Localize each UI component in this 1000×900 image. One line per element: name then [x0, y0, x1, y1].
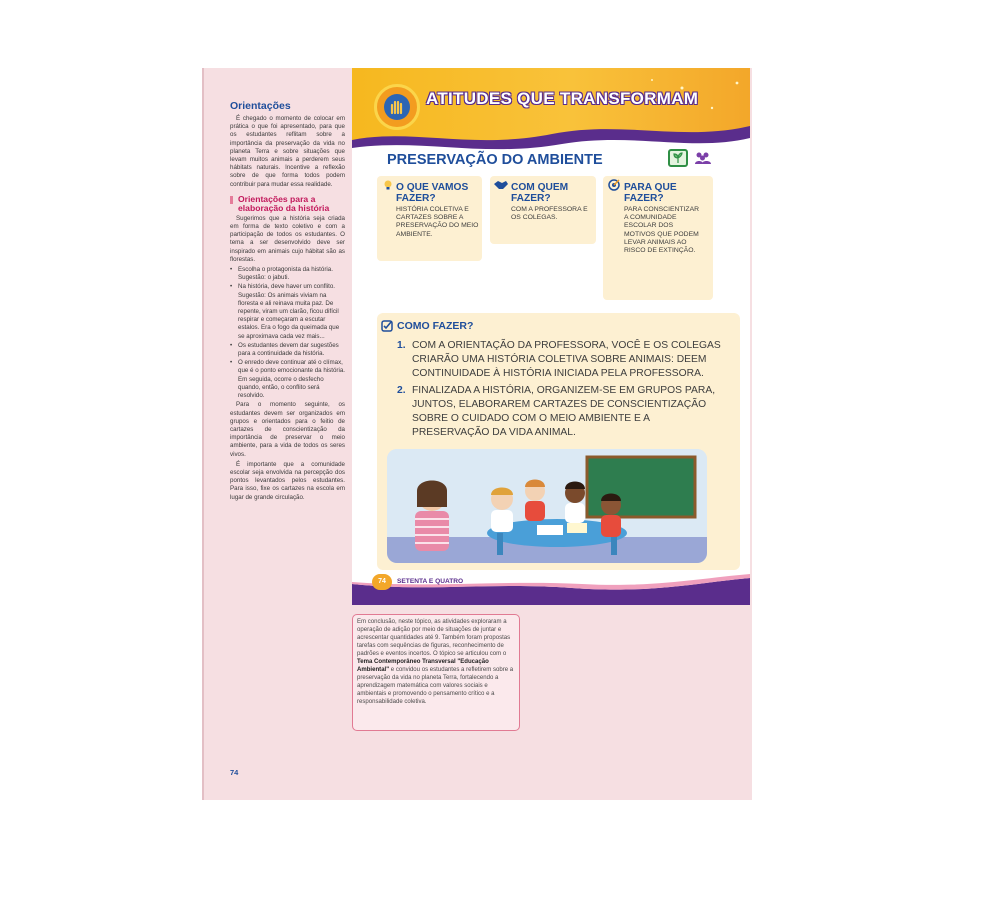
lightbulb-icon	[382, 179, 394, 191]
step-number: 2.	[397, 385, 406, 396]
student-page	[352, 68, 750, 605]
note-text: Em conclusão, neste tópico, as atividades exploraram a operação de adição por meio de situações de juntar e acrescentar quantidades até 9. Também foram propostas tarefas com sequências de figuras, reconhecimento de padrões e eventos incertos. O tópico se articulou com o	[357, 619, 511, 657]
list-item: • Escolha o protagonista da história. Sugestão: o jabuti.	[230, 266, 345, 282]
classroom-illustration	[387, 449, 707, 563]
note-bold: Tema Contemporâneo Transversal "Educação Ambiental"	[357, 659, 489, 673]
note-text: e convidou os estudantes a refletirem sobre a preservação da vida no planeta Terra, fortalecendo a aprendizagem matemática com valores sociais e ambientais e promovendo o pensamento crítico e a responsabilidade coletiva.	[357, 667, 514, 705]
card-who	[490, 176, 596, 244]
how-title: COMO FAZER?	[397, 320, 474, 332]
sidebar-paragraph: Sugerimos que a história seja criada em forma de texto coletivo e com a participação de todos os estudantes. O tema a ser desenvolvido deve ser inspirado em animais cujo hábitat são as florestas.	[230, 214, 345, 263]
card-why-title: PARA QUE FAZER?	[624, 182, 677, 204]
page-number: 74	[230, 768, 239, 777]
group-icon	[694, 151, 712, 165]
list-item: • Os estudantes devem dar sugestões para a continuidade da história.	[230, 342, 345, 358]
plant-icon	[668, 149, 688, 167]
target-icon	[608, 179, 620, 191]
page-words: SETENTA E QUATRO	[397, 578, 464, 585]
checklist-icon	[381, 320, 393, 332]
banner-title: ATITUDES QUE TRANSFORMAM	[426, 89, 699, 108]
step-text: COM A ORIENTAÇÃO DA PROFESSORA, VOCÊ E OS COLEGAS CRIARÃO UMA HISTÓRIA COLETIVA SOBRE ANIMAIS: DEEM CONTINUIDADE À HISTÓRIA INICIADA PELA PROFESSORA.	[412, 340, 721, 379]
sidebar-list	[230, 266, 345, 400]
step-text: FINALIZADA A HISTÓRIA, ORGANIZEM-SE EM GRUPOS PARA, JUNTOS, ELABORAREM CARTAZES DE CONSCIENTIZAÇÃO SOBRE O CUIDADO COM O MEIO AMBIENTE E A PRESERVAÇÃO DA VIDA ANIMAL.	[412, 385, 716, 438]
page-badge: 74	[372, 574, 392, 590]
sidebar-paragraph: Para o momento seguinte, os estudantes devem ser organizados em grupos e orientados para o feitio de cartazes de conscientização da importância de preservar o meio ambiente, para a vida de todos os seres vivos.	[230, 401, 345, 458]
sidebar-intro: É chegado o momento de colocar em prática o que foi apresentado, para que os estudantes reflitam sobre a importância da preservação da vida no planeta Terra e sobre situações que levam muitos animais a perderem seus hábitats naturais. Incentive a reflexão sobre de que forma todos podem contribuir para mudar essa realidade.	[230, 115, 345, 188]
list-item: • O enredo deve continuar até o clímax, que é o ponto emocionante da história. Em seguida, ocorre o desfecho quando, então, o conflito será resolvido.	[230, 359, 345, 400]
card-what-text: HISTÓRIA COLETIVA E CARTAZES SOBRE A PRESERVAÇÃO DO MEIO AMBIENTE.	[396, 206, 479, 238]
sidebar-heading: Orientações	[230, 100, 291, 112]
card-who-title: COM QUEM FAZER?	[511, 182, 569, 204]
sidebar-subheading: Orientações para a elaboração da história	[230, 195, 345, 213]
teacher-sidebar	[230, 100, 345, 504]
card-who-text: COM A PROFESSORA E OS COLEGAS.	[511, 206, 588, 222]
step-number: 1.	[397, 340, 406, 351]
card-what	[377, 176, 482, 261]
conclusion-note	[352, 614, 520, 731]
section-title: PRESERVAÇÃO DO AMBIENTE	[387, 152, 603, 168]
list-item: • Na história, deve haver um conflito. Sugestão: Os animais viviam na floresta e ali reinava muita paz. De repente, viram um clarão, ficou difícil respirar e começaram a escutar estalos. Era o fogo da queimada que se aproximava cada vez mais...	[230, 283, 345, 340]
hand-badge-icon	[374, 84, 420, 130]
card-why	[603, 176, 713, 300]
sidebar-paragraph: É importante que a comunidade escolar seja envolvida na percepção dos pontos levantados pelos estudantes. Para isso, fixe os cartazes na escola em lugar de grande circulação.	[230, 460, 345, 501]
card-what-title: O QUE VAMOS FAZER?	[396, 182, 469, 204]
card-why-text: PARA CONSCIENTIZAR A COMUNIDADE ESCOLAR DOS MOTIVOS QUE PODEM LEVAR ANIMAIS AO RISCO DE EXTINÇÃO.	[624, 206, 700, 255]
handshake-icon	[493, 179, 509, 191]
